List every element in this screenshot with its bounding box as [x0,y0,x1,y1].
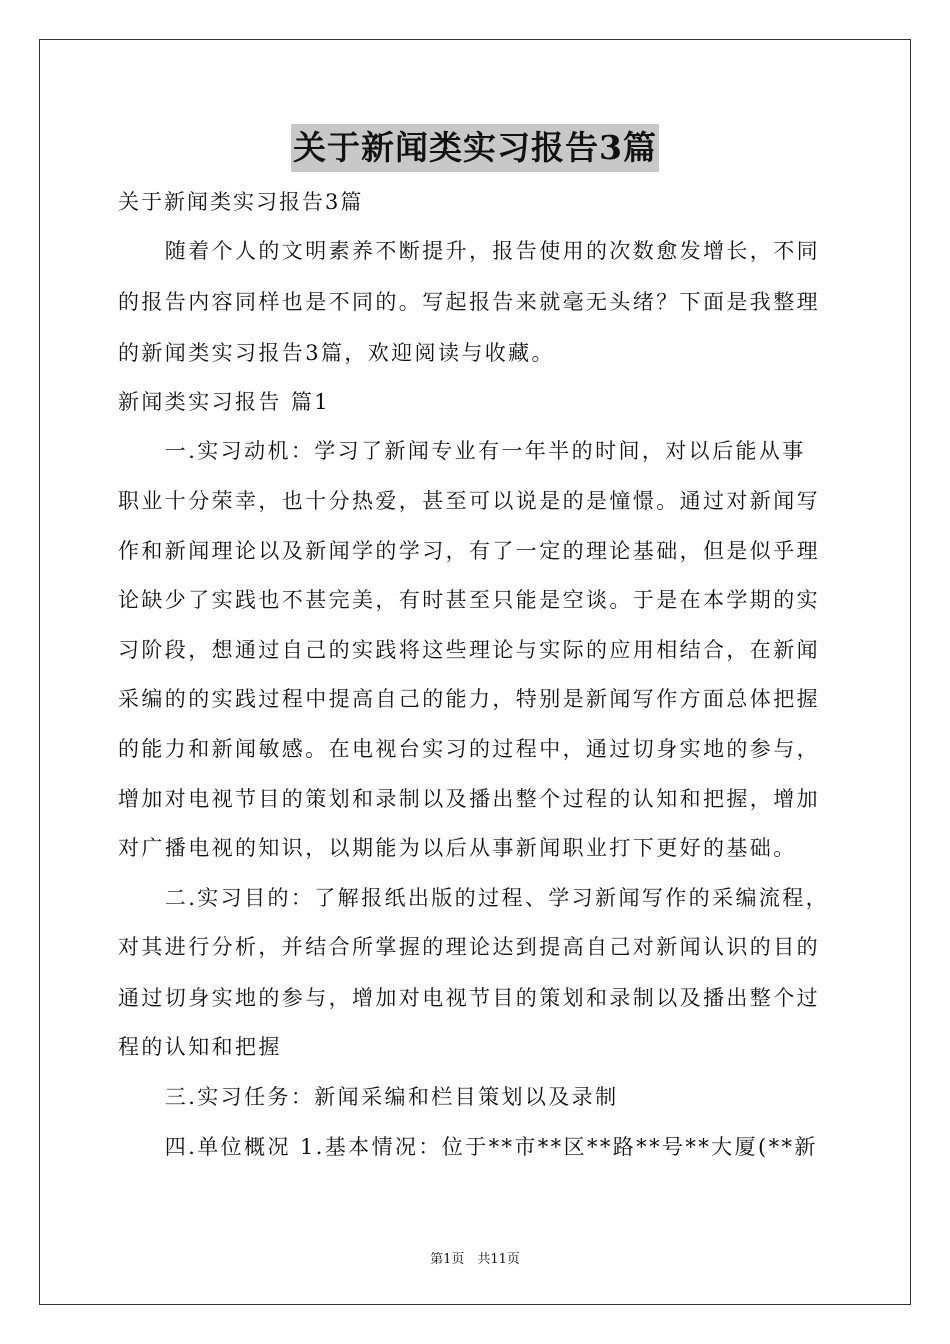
page-border [39,39,911,1305]
body-line: 增加对电视节目的策划和录制以及播出整个过程的认知和把握，增加 [118,787,820,811]
title-wrap [0,124,950,172]
body-line: 作和新闻理论以及新闻学的学习，有了一定的理论基础，但是似乎理 [118,539,820,563]
body-line: 程的认知和把握 [118,1035,282,1059]
body-line: 随着个人的文明素养不断提升，报告使用的次数愈发增长，不同 [118,239,820,263]
body-line: 二.实习目的：了解报纸出版的过程、学习新闻写作的采编流程， [118,886,830,910]
body-line: 采编的的实践过程中提高自己的能力，特别是新闻写作方面总体把握 [118,687,820,711]
body-line: 论缺少了实践也不甚完美，有时甚至只能是空谈。于是在本学期的实 [118,588,820,612]
body-line: 对广播电视的知识，以期能为以后从事新闻职业打下更好的基础。 [118,836,797,860]
body-line: 四.单位概况 1.基本情况：位于**市**区**路**号**大厦(**新 [118,1135,818,1159]
body-line: 通过切身实地的参与，增加对电视节目的策划和录制以及播出整个过 [118,986,820,1010]
body-line: 习阶段，想通过自己的实践将这些理论与实际的应用相结合，在新闻 [118,638,820,662]
body-line: 的新闻类实习报告3篇，欢迎阅读与收藏。 [118,341,555,365]
page-footer: 第1页 共11页 [430,1252,520,1267]
body-line: 职业十分荣幸，也十分热爱，甚至可以说是的是憧憬。通过对新闻写 [118,489,820,513]
body-line: 一.实习动机：学习了新闻专业有一年半的时间，对以后能从事 [118,439,806,463]
document-title: 关于新闻类实习报告3篇 [291,124,659,172]
document-subtitle: 关于新闻类实习报告3篇 [118,190,364,214]
body-line: 的能力和新闻敏感。在电视台实习的过程中，通过切身实地的参与， [118,737,820,761]
body-line: 对其进行分析，并结合所掌握的理论达到提高自己对新闻认识的目的 [118,935,820,959]
section-heading: 新闻类实习报告 篇1 [118,390,331,414]
body-line: 三.实习任务：新闻采编和栏目策划以及录制 [118,1085,619,1109]
body-line: 的报告内容同样也是不同的。写起报告来就毫无头绪？下面是我整理 [118,290,820,314]
